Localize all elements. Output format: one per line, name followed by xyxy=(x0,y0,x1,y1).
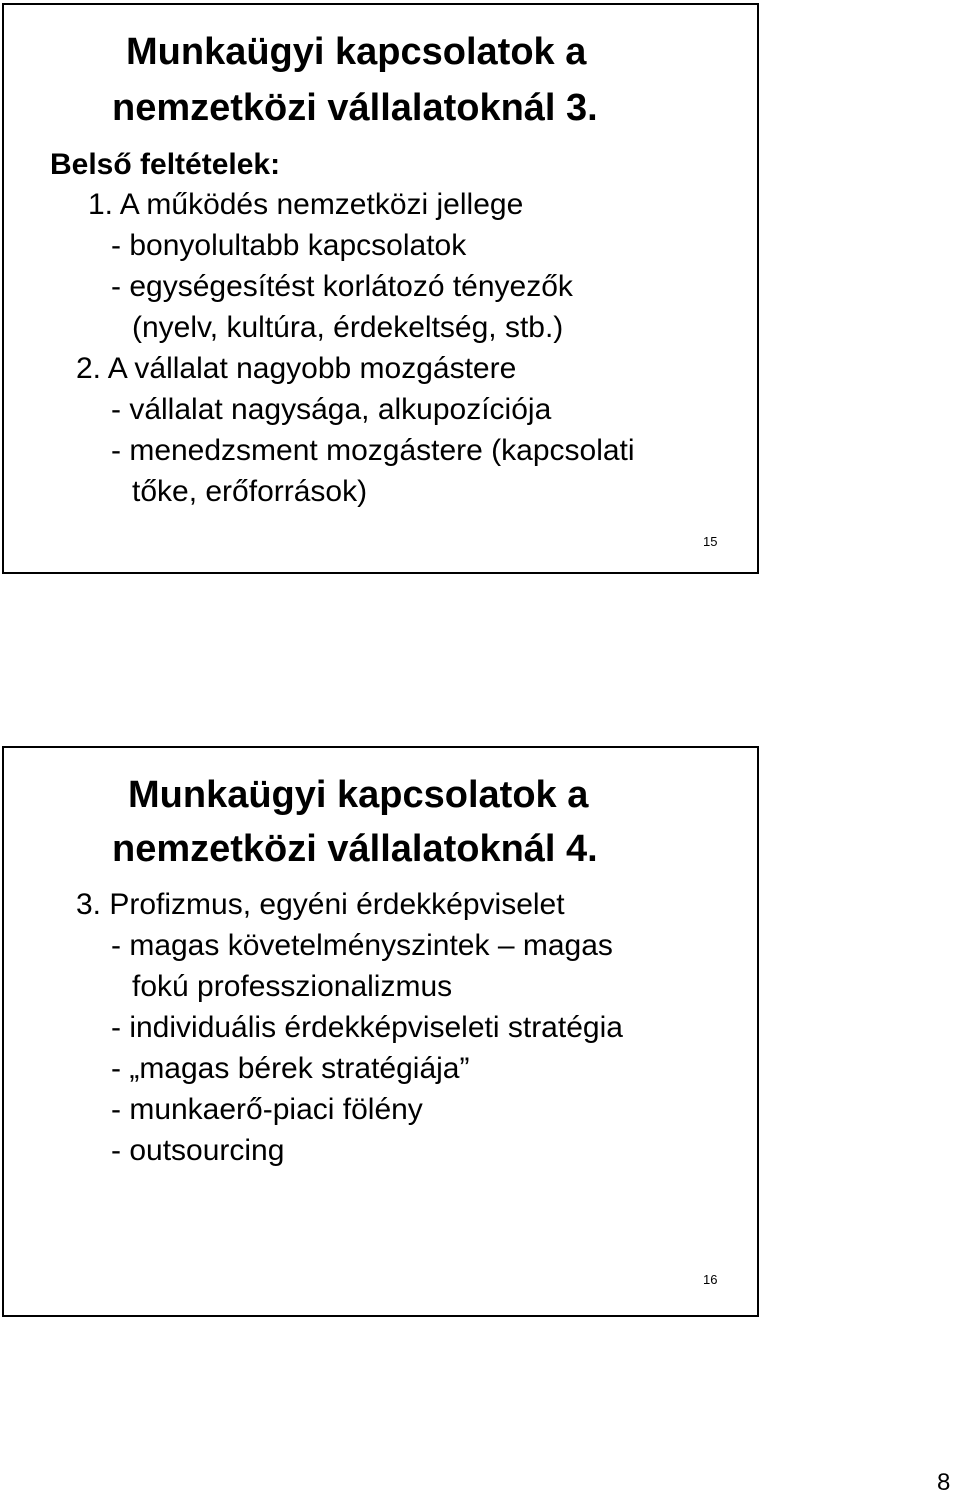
bullet-line: - magas követelményszintek – magas xyxy=(111,929,613,962)
slide-page-number: 15 xyxy=(703,534,718,549)
numbered-item: 1. A működés nemzetközi jellege xyxy=(88,188,524,221)
slide-page-number: 16 xyxy=(703,1272,718,1287)
bullet-line: - outsourcing xyxy=(111,1134,285,1167)
slide-16 xyxy=(2,746,759,1317)
slide-title-line-1: Munkaügyi kapcsolatok a xyxy=(128,774,589,816)
bullet-continuation: tőke, erőforrások) xyxy=(132,475,368,508)
slide-title-line-1: Munkaügyi kapcsolatok a xyxy=(126,31,587,73)
bullet-line: - munkaerő-piaci fölény xyxy=(111,1093,423,1126)
bullet-line: - bonyolultabb kapcsolatok xyxy=(111,229,467,262)
sheet-page-number: 8 xyxy=(937,1469,951,1496)
section-heading: Belső feltételek: xyxy=(50,148,281,181)
bullet-line: - individuális érdekképviseleti stratégia xyxy=(111,1011,623,1044)
slide-15 xyxy=(2,3,759,574)
bullet-line: - vállalat nagysága, alkupozíciója xyxy=(111,393,552,426)
numbered-item: 2. A vállalat nagyobb mozgástere xyxy=(76,352,517,385)
bullet-line: - „magas bérek stratégiája” xyxy=(111,1052,470,1085)
bullet-line: - egységesítést korlátozó tényezők xyxy=(111,270,573,303)
numbered-item: 3. Profizmus, egyéni érdekképviselet xyxy=(76,888,565,921)
slide-title-line-2: nemzetközi vállalatoknál 3. xyxy=(112,87,598,129)
bullet-continuation: fokú professzionalizmus xyxy=(132,970,453,1003)
bullet-continuation: (nyelv, kultúra, érdekeltség, stb.) xyxy=(132,311,564,344)
bullet-line: - menedzsment mozgástere (kapcsolati xyxy=(111,434,635,467)
slide-title-line-2: nemzetközi vállalatoknál 4. xyxy=(112,828,598,870)
